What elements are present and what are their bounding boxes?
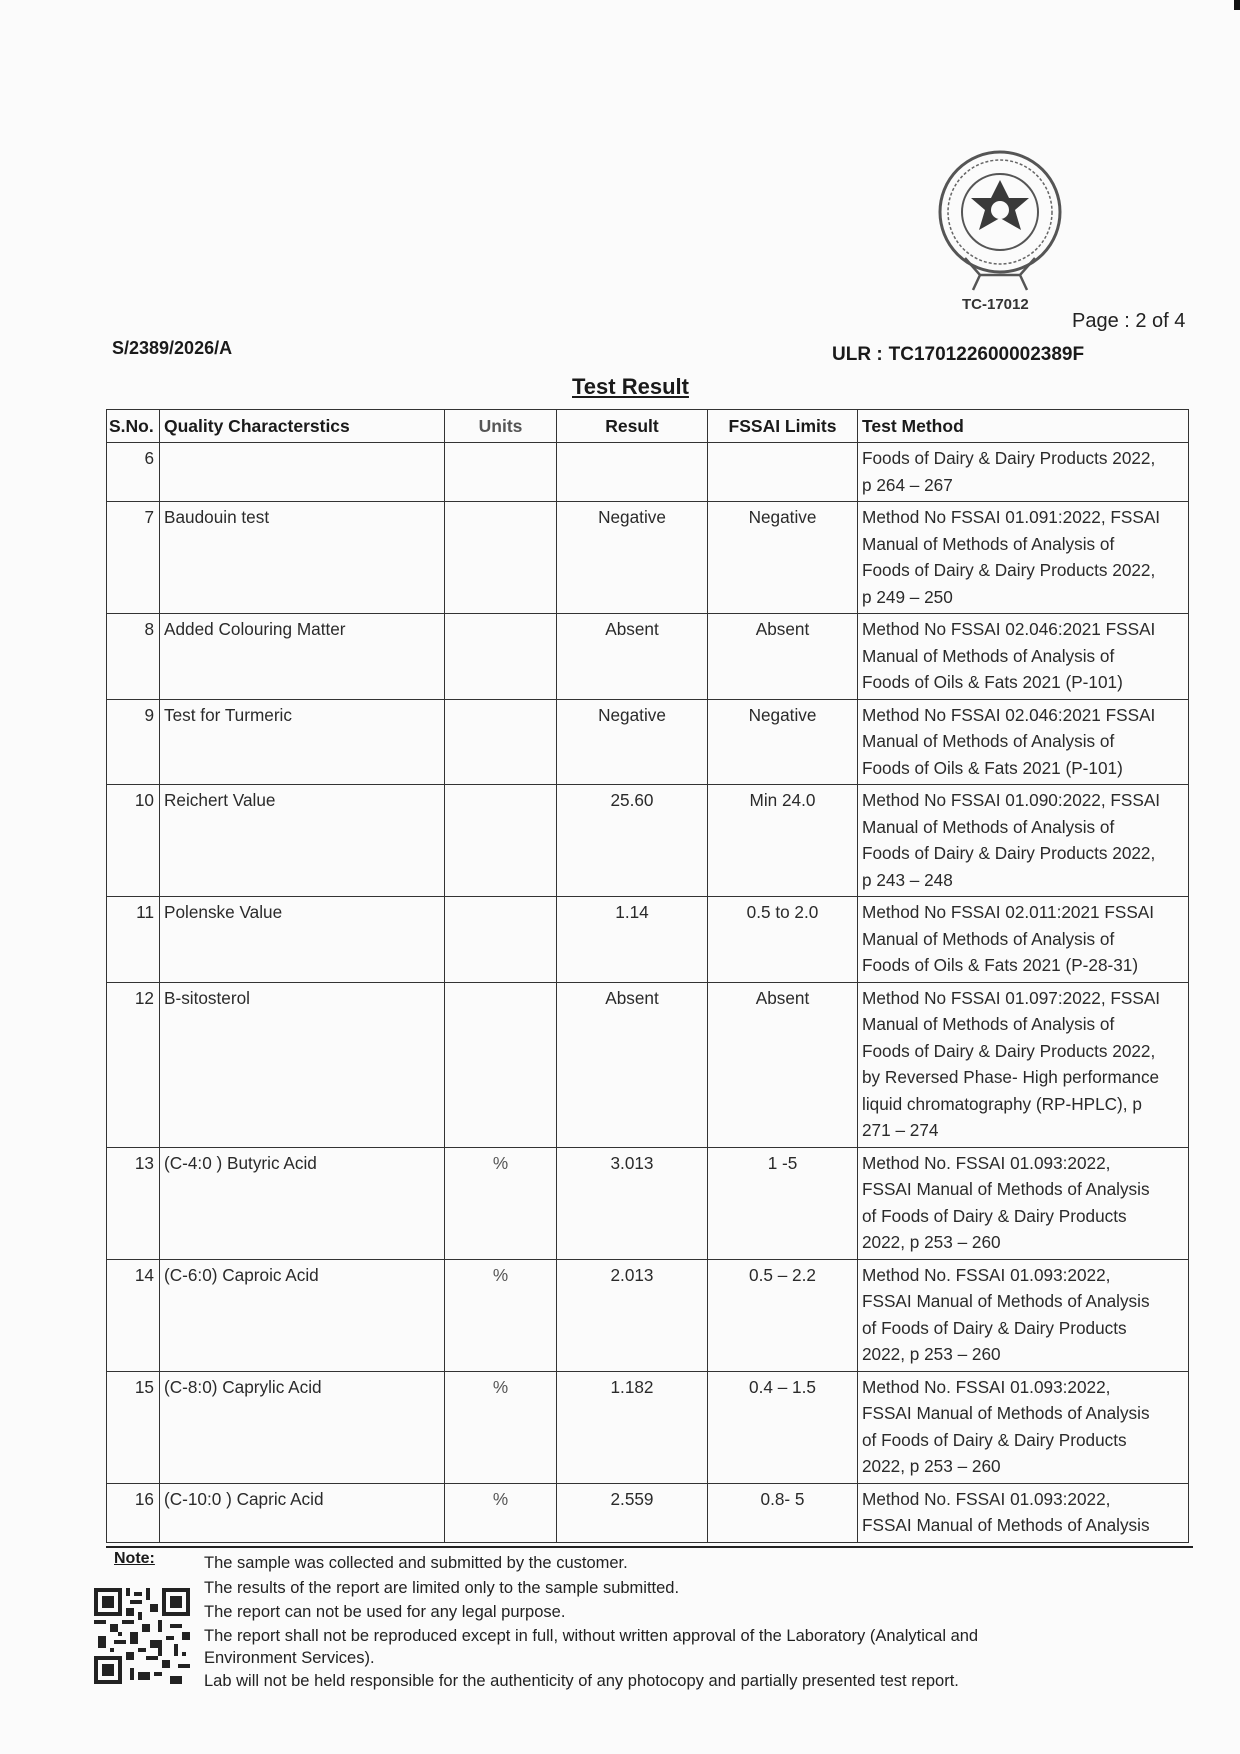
- column-header-sno: S.No.: [107, 410, 160, 443]
- cell-quality: Reichert Value: [160, 785, 445, 897]
- ulr-number: [832, 344, 1084, 366]
- cell-quality: [160, 443, 445, 502]
- cell-result: Negative: [557, 699, 708, 785]
- cell-method: [858, 1259, 1189, 1371]
- method-line: Foods of Dairy & Dairy Products 2022,: [862, 448, 1156, 468]
- method-line: Foods of Dairy & Dairy Products 2022,: [862, 1040, 1156, 1061]
- cell-units: [445, 443, 557, 502]
- seal-code: TC-17012: [962, 296, 1029, 313]
- method-line: Method No FSSAI 02.011:2021 FSSAI: [862, 902, 1155, 922]
- page-title: Test Result: [572, 374, 689, 399]
- method-line: Method No FSSAI 01.091:2022, FSSAI: [862, 507, 1161, 527]
- method-line: by Reversed Phase- High performance: [862, 1067, 1160, 1087]
- cell-quality: (C-8:0) Caprylic Acid: [160, 1371, 445, 1483]
- method-line: 271 – 274: [862, 1120, 939, 1140]
- cell-quality: (C-10:0 ) Capric Acid: [160, 1483, 445, 1542]
- note-divider: [106, 1546, 1193, 1548]
- cell-sno: 6: [107, 443, 160, 502]
- cell-units: [445, 897, 557, 983]
- report-reference-number: S/2389/2026/A: [112, 338, 233, 358]
- table-row: [107, 699, 1189, 785]
- note-line: The report can not be used for any legal purpose.: [204, 1603, 566, 1621]
- column-header-quality: Quality Characterstics: [160, 410, 445, 443]
- table-row: [107, 1259, 1189, 1371]
- table-row: [107, 1371, 1189, 1483]
- method-line: of Foods of Dairy & Dairy Products: [862, 1429, 1127, 1450]
- method-line: p 264 – 267: [862, 474, 953, 495]
- table-row: [107, 443, 1189, 502]
- method-line: Method No. FSSAI 01.093:2022,: [862, 1376, 1111, 1397]
- cell-limits: 0.8- 5: [708, 1483, 858, 1542]
- method-line: of Foods of Dairy & Dairy Products: [862, 1205, 1127, 1226]
- table-row: [107, 785, 1189, 897]
- cell-sno: 9: [107, 699, 160, 785]
- cell-result: Absent: [557, 614, 708, 700]
- ulr-label: ULR :: [832, 344, 883, 365]
- method-line: 2022, p 253 – 260: [862, 1456, 1001, 1476]
- cell-result: 2.013: [557, 1259, 708, 1371]
- method-line: Method No. FSSAI 01.093:2022,: [862, 1152, 1111, 1173]
- cell-limits: Min 24.0: [708, 785, 858, 897]
- cell-quality: B-sitosterol: [160, 982, 445, 1147]
- cell-units: %: [445, 1371, 557, 1483]
- cell-method: [858, 443, 1189, 502]
- method-line: liquid chromatography (RP-HPLC), p: [862, 1093, 1142, 1114]
- cell-quality: Baudouin test: [160, 502, 445, 614]
- method-line: p 249 – 250: [862, 586, 953, 607]
- cell-method: [858, 1371, 1189, 1483]
- method-line: Foods of Oils & Fats 2021 (P-28-31): [862, 955, 1139, 975]
- note-line: The sample was collected and submitted by the customer.: [204, 1554, 628, 1572]
- cell-result: Absent: [557, 982, 708, 1147]
- cell-sno: 10: [107, 785, 160, 897]
- cell-method: [858, 785, 1189, 897]
- cell-limits: [708, 443, 858, 502]
- cell-method: [858, 502, 1189, 614]
- cell-units: [445, 785, 557, 897]
- column-header-method: Test Method: [858, 410, 1189, 443]
- method-line: Foods of Dairy & Dairy Products 2022,: [862, 560, 1156, 580]
- cell-quality: (C-4:0 ) Butyric Acid: [160, 1147, 445, 1259]
- cell-sno: 7: [107, 502, 160, 614]
- method-line: Method No. FSSAI 01.093:2022,: [862, 1488, 1111, 1509]
- method-line: Manual of Methods of Analysis of: [862, 645, 1115, 666]
- cell-method: [858, 1147, 1189, 1259]
- cell-units: [445, 614, 557, 700]
- cell-result: 2.559: [557, 1483, 708, 1542]
- accreditation-seal-icon: [935, 150, 1065, 300]
- cell-sno: 16: [107, 1483, 160, 1542]
- cell-sno: 14: [107, 1259, 160, 1371]
- cell-method: [858, 982, 1189, 1147]
- cell-units: %: [445, 1147, 557, 1259]
- method-line: FSSAI Manual of Methods of Analysis: [862, 1515, 1150, 1535]
- page-corner-mark: [1234, 0, 1240, 10]
- method-line: of Foods of Dairy & Dairy Products: [862, 1317, 1127, 1338]
- note-label: Note:: [114, 1550, 155, 1567]
- page-number: Page : 2 of 4: [1072, 310, 1186, 332]
- cell-result: 1.182: [557, 1371, 708, 1483]
- cell-limits: Absent: [708, 614, 858, 700]
- cell-units: %: [445, 1259, 557, 1371]
- cell-sno: 12: [107, 982, 160, 1147]
- method-line: 2022, p 253 – 260: [862, 1344, 1001, 1364]
- column-header-limits: FSSAI Limits: [708, 410, 858, 443]
- method-line: 2022, p 253 – 260: [862, 1232, 1001, 1252]
- column-header-result: Result: [557, 410, 708, 443]
- cell-sno: 11: [107, 897, 160, 983]
- table-row: [107, 614, 1189, 700]
- cell-quality: Added Colouring Matter: [160, 614, 445, 700]
- note-text: [204, 1551, 1104, 1693]
- cell-sno: 8: [107, 614, 160, 700]
- cell-quality: Polenske Value: [160, 897, 445, 983]
- table-row: [107, 1483, 1189, 1542]
- cell-units: [445, 982, 557, 1147]
- method-line: Method No FSSAI 02.046:2021 FSSAI: [862, 619, 1156, 639]
- cell-method: [858, 699, 1189, 785]
- cell-units: [445, 502, 557, 614]
- cell-method: [858, 897, 1189, 983]
- note-line: Lab will not be held responsible for the authenticity of any photocopy and partially presented test report.: [204, 1671, 959, 1690]
- column-header-units: Units: [445, 410, 557, 443]
- cell-method: [858, 1483, 1189, 1542]
- method-line: FSSAI Manual of Methods of Analysis: [862, 1179, 1150, 1199]
- method-line: Manual of Methods of Analysis of: [862, 731, 1115, 751]
- cell-limits: 1 -5: [708, 1147, 858, 1259]
- cell-result: Negative: [557, 502, 708, 614]
- method-line: Method No. FSSAI 01.093:2022,: [862, 1264, 1111, 1285]
- method-line: FSSAI Manual of Methods of Analysis: [862, 1291, 1150, 1311]
- note-line: The results of the report are limited only to the sample submitted.: [204, 1578, 680, 1597]
- qr-code-icon: [94, 1588, 190, 1684]
- cell-sno: 13: [107, 1147, 160, 1259]
- cell-limits: 0.5 to 2.0: [708, 897, 858, 983]
- cell-limits: 0.4 – 1.5: [708, 1371, 858, 1483]
- method-line: FSSAI Manual of Methods of Analysis: [862, 1403, 1150, 1423]
- table-row: [107, 1147, 1189, 1259]
- cell-result: 3.013: [557, 1147, 708, 1259]
- cell-result: 25.60: [557, 785, 708, 897]
- method-line: Method No FSSAI 02.046:2021 FSSAI: [862, 704, 1156, 725]
- method-line: p 243 – 248: [862, 869, 953, 890]
- test-result-table: [106, 409, 1189, 1543]
- cell-limits: Negative: [708, 502, 858, 614]
- cell-result: 1.14: [557, 897, 708, 983]
- cell-limits: Absent: [708, 982, 858, 1147]
- table-row: [107, 897, 1189, 983]
- method-line: Manual of Methods of Analysis of: [862, 816, 1115, 837]
- cell-result: [557, 443, 708, 502]
- cell-quality: (C-6:0) Caproic Acid: [160, 1259, 445, 1371]
- cell-sno: 15: [107, 1371, 160, 1483]
- cell-limits: Negative: [708, 699, 858, 785]
- method-line: Manual of Methods of Analysis of: [862, 1014, 1115, 1034]
- note-line: Environment Services).: [204, 1648, 375, 1667]
- table-row: [107, 502, 1189, 614]
- method-line: Foods of Dairy & Dairy Products 2022,: [862, 843, 1156, 863]
- cell-limits: 0.5 – 2.2: [708, 1259, 858, 1371]
- cell-quality: Test for Turmeric: [160, 699, 445, 785]
- note-line: The report shall not be reproduced except in full, without written approval of the Laboratory (Analytical and: [204, 1626, 979, 1645]
- method-line: Foods of Oils & Fats 2021 (P-101): [862, 757, 1123, 778]
- method-line: Manual of Methods of Analysis of: [862, 533, 1115, 554]
- cell-units: [445, 699, 557, 785]
- cell-method: [858, 614, 1189, 700]
- table-row: [107, 982, 1189, 1147]
- ulr-value: TC170122600002389F: [888, 344, 1085, 365]
- method-line: Manual of Methods of Analysis of: [862, 928, 1115, 949]
- cell-units: %: [445, 1483, 557, 1542]
- method-line: Method No FSSAI 01.097:2022, FSSAI: [862, 987, 1161, 1008]
- method-line: Method No FSSAI 01.090:2022, FSSAI: [862, 790, 1161, 810]
- table-header-row: [107, 410, 1189, 443]
- method-line: Foods of Oils & Fats 2021 (P-101): [862, 672, 1123, 692]
